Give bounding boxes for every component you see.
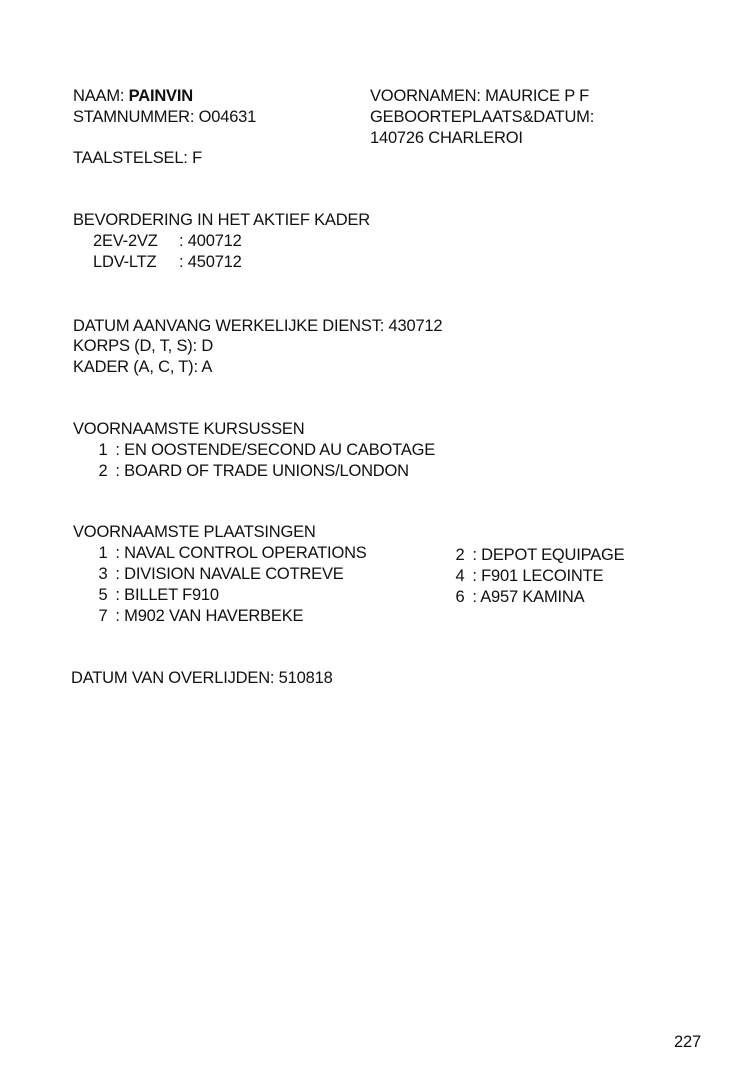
- plaatsing-num: 5: [98, 586, 108, 604]
- geboorte-label: GEBOORTEPLAATS&DATUM:: [370, 108, 595, 126]
- plaatsing-num: 1: [98, 544, 108, 562]
- rank-code: 2EV-2VZ: [93, 232, 158, 250]
- kursus-item: [95, 440, 435, 461]
- plaatsing-text: : DIVISION NAVALE COTREVE: [115, 565, 344, 583]
- plaatsing-item: [95, 606, 303, 627]
- overlijden: DATUM VAN OVERLIJDEN: 510818: [71, 669, 333, 687]
- plaatsing-text: : F901 LECOINTE: [472, 567, 604, 585]
- bevordering-item: [93, 252, 242, 273]
- naam-value: PAINVIN: [128, 87, 193, 105]
- kursus-text: : BOARD OF TRADE UNIONS/LONDON: [115, 462, 409, 480]
- rank-date: : 450712: [179, 253, 242, 271]
- kader: KADER (A, C, T): A: [73, 358, 213, 376]
- taalstelsel: TAALSTELSEL: F: [73, 149, 202, 167]
- plaatsing-item: [95, 543, 367, 564]
- page-number: 227: [674, 1033, 701, 1051]
- plaatsing-text: : M902 VAN HAVERBEKE: [115, 607, 304, 625]
- plaatsing-num: 7: [98, 607, 108, 625]
- voornamen: VOORNAMEN: MAURICE P F: [370, 87, 589, 105]
- plaatsing-num: 3: [98, 565, 108, 583]
- plaatsing-text: : BILLET F910: [115, 586, 219, 604]
- plaatsing-text: : A957 KAMINA: [472, 588, 585, 606]
- geboorte-value: 140726 CHARLEROI: [370, 129, 523, 147]
- plaatsing-text: : NAVAL CONTROL OPERATIONS: [115, 544, 367, 562]
- plaatsing-item: [95, 564, 344, 585]
- naam-label: NAAM:: [73, 87, 125, 105]
- bevordering-item: [93, 231, 242, 252]
- bevordering-title: BEVORDERING IN HET AKTIEF KADER: [73, 211, 370, 229]
- kursus-num: 2: [98, 462, 108, 480]
- name-line: [73, 86, 193, 107]
- plaatsing-num: 2: [455, 546, 465, 564]
- stamnummer: STAMNUMMER: O04631: [73, 108, 257, 126]
- rank-code: LDV-LTZ: [93, 253, 157, 271]
- plaatsingen-title: VOORNAAMSTE PLAATSINGEN: [73, 523, 316, 541]
- kursussen-title: VOORNAAMSTE KURSUSSEN: [73, 420, 305, 438]
- kursus-item: [95, 461, 409, 482]
- plaatsing-num: 6: [455, 588, 465, 606]
- aanvang-dienst: DATUM AANVANG WERKELIJKE DIENST: 430712: [73, 317, 443, 335]
- plaatsing-item: [452, 545, 624, 566]
- plaatsing-item: [95, 585, 219, 606]
- rank-date: : 400712: [179, 232, 242, 250]
- plaatsing-item: [452, 587, 584, 608]
- korps: KORPS (D, T, S): D: [73, 337, 214, 355]
- plaatsing-text: : DEPOT EQUIPAGE: [472, 546, 625, 564]
- plaatsing-item: [452, 566, 603, 587]
- plaatsing-num: 4: [455, 567, 465, 585]
- kursus-num: 1: [98, 441, 108, 459]
- kursus-text: : EN OOSTENDE/SECOND AU CABOTAGE: [115, 441, 436, 459]
